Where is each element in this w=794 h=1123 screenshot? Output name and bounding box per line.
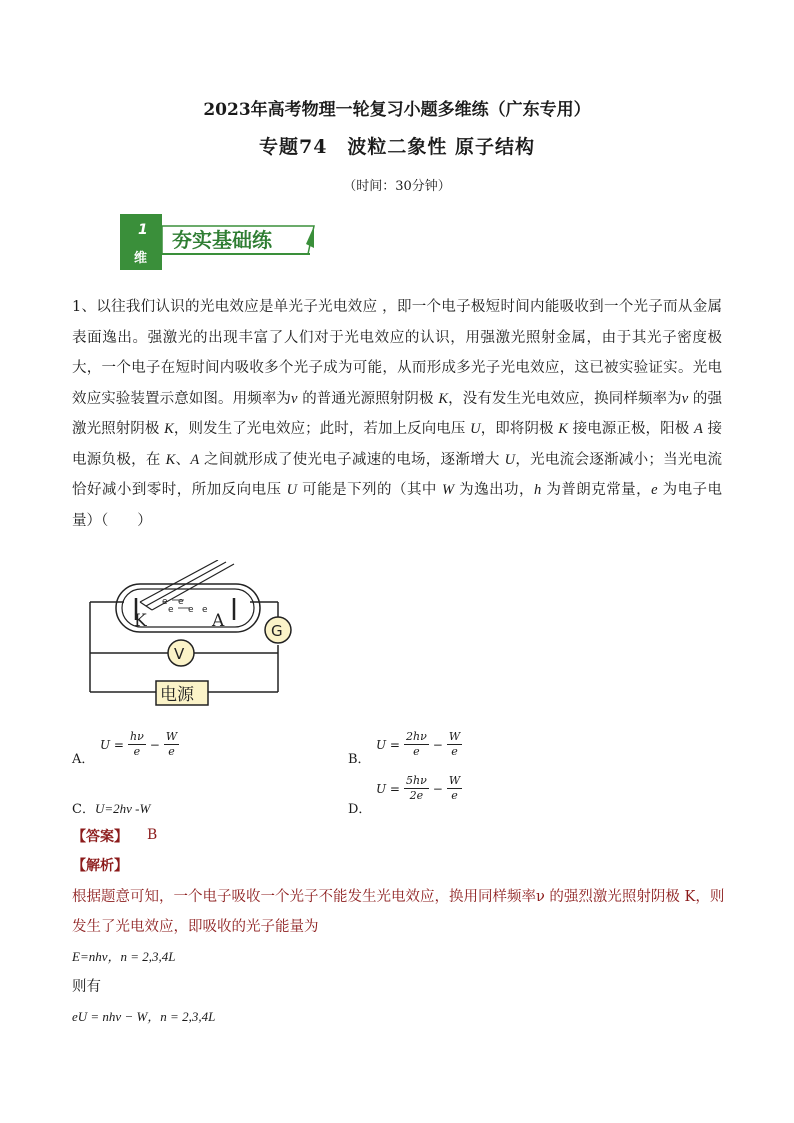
cathode-label: K <box>134 611 147 631</box>
option-b-fraction: $\frac{2h\nu}{e}$ <box>405 730 427 758</box>
question-text: 1、以往我们认识的光电效应是单光子光电效应 ，即一个电子极短时间内能吸收到一个光子而从金属表面逸出。强激光的出现丰富了人们对于光电效应的认识，用强激光照射金属，由于其光子密度极大，一个电子在短时间内吸收多个光子成为可能，从而形成多光子光电效应，这已被实验证实。光电效应实验装置示意如图。用频率为ν 的普通光源照射阴极 K，没有发生光电效应，换同样频率为ν 的强激光照射阴极 K，则发生了光电效应；此时，若加上反向电压 U，即将阴极 K 接电源正极，阳极 A 接电源负极，在 K、A 之间就形成了使光电子减速的电场，逐渐增大 U，光电流会逐渐减小；当光电流恰好减小到零时，所加反向电压 U 可能是下列的（其中 W 为逸出功，h 为普朗克常量，e 为电子电量）（ ） <box>72 299 723 529</box>
option-d-fraction2: $\frac{W}{e}$ <box>448 774 461 802</box>
anode-label: A <box>212 611 225 631</box>
voltmeter-label: V <box>174 645 185 663</box>
electron: e <box>202 605 208 615</box>
power-source-label: 电源 <box>160 685 194 705</box>
option-d-formula: U = $\frac{5h\nu}{2e}$ − $\frac{W}{e}$ <box>376 774 461 802</box>
galvanometer-label: G <box>271 622 283 640</box>
option-a[interactable] <box>72 728 212 778</box>
electron: e <box>178 597 184 607</box>
topic-title: 专题74 波粒二象性 原子结构 <box>258 136 536 158</box>
option-c-label: C． <box>72 802 95 817</box>
option-a-fraction2: $\frac{W}{e}$ <box>165 730 178 758</box>
document-title: 2023年高考物理一轮复习小题多维练（广东专用） <box>203 100 591 120</box>
electron: e <box>188 605 194 615</box>
option-b-label: B． <box>348 752 371 767</box>
banner-small-label: 维 <box>134 251 148 266</box>
light-beam <box>140 560 234 610</box>
option-d[interactable] <box>348 774 488 824</box>
option-b[interactable] <box>348 728 488 778</box>
analysis-body <box>72 882 732 1032</box>
photoelectric-circuit-diagram <box>80 560 310 720</box>
analysis-equation: E=nhν，n = 2,3,4L <box>72 949 176 964</box>
analysis-label: 【解析】 <box>72 858 128 874</box>
banner-label: 夯实基础练 <box>172 228 272 252</box>
analysis-line: 根据题意可知，一个电子吸收一个光子不能发生光电效应，换用同样频率ν 的强烈激光照射阴极 K，则发生了光电效应，即吸收的光子能量为 <box>72 889 725 935</box>
electron: e <box>168 605 174 615</box>
option-b-fraction2: $\frac{W}{e}$ <box>448 730 461 758</box>
option-a-label: A． <box>72 752 95 767</box>
option-a-lhs: U = <box>100 737 124 752</box>
option-c-formula: U=2hν -W <box>94 801 151 816</box>
option-b-formula: U = $\frac{2h\nu}{e}$ − $\frac{W}{e}$ <box>376 730 461 758</box>
analysis-then: 则有 <box>72 979 101 995</box>
answer-value: B <box>147 827 158 843</box>
answer-label: 【答案】 <box>72 829 128 845</box>
banner-number: 1 <box>138 222 148 238</box>
option-d-label: D． <box>348 802 372 817</box>
electron: e <box>162 597 168 607</box>
time-note: （时间：30分钟） <box>343 179 451 194</box>
analysis-equation: eU = nhν − W，n = 2,3,4L <box>72 1009 216 1024</box>
section-banner <box>120 214 316 270</box>
option-d-fraction: $\frac{5h\nu}{2e}$ <box>405 774 427 802</box>
option-a-formula: U = $\frac{h\nu}{e}$ − $\frac{W}{e}$ <box>100 730 178 758</box>
option-a-fraction: $\frac{h\nu}{e}$ <box>129 730 144 758</box>
banner-graphic <box>120 214 316 270</box>
option-c[interactable] <box>72 798 150 817</box>
